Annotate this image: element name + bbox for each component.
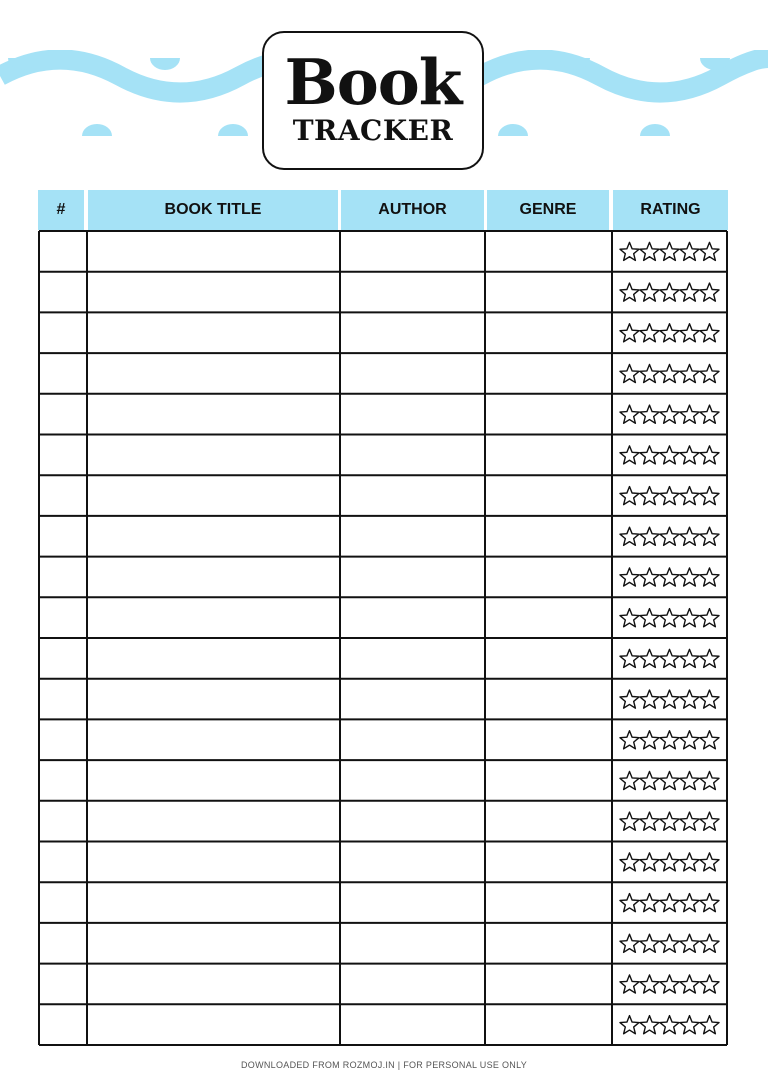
star-outline-icon[interactable] [700, 609, 719, 627]
star-outline-icon[interactable] [700, 364, 719, 382]
star-outline-icon[interactable] [680, 609, 699, 627]
star-outline-icon[interactable] [620, 812, 639, 830]
star-outline-icon[interactable] [660, 446, 679, 464]
star-outline-icon[interactable] [660, 853, 679, 871]
star-outline-icon[interactable] [680, 283, 699, 301]
star-outline-icon[interactable] [620, 690, 639, 708]
star-outline-icon[interactable] [700, 853, 719, 871]
star-outline-icon[interactable] [660, 405, 679, 423]
star-outline-icon[interactable] [660, 975, 679, 993]
star-outline-icon[interactable] [660, 609, 679, 627]
star-outline-icon[interactable] [680, 568, 699, 586]
star-outline-icon[interactable] [660, 242, 679, 260]
star-outline-icon[interactable] [680, 446, 699, 464]
page-subtitle: TRACKER [292, 114, 454, 147]
star-outline-icon[interactable] [700, 934, 719, 952]
star-outline-icon[interactable] [640, 649, 659, 667]
star-outline-icon[interactable] [620, 975, 639, 993]
star-outline-icon[interactable] [660, 283, 679, 301]
star-outline-icon[interactable] [660, 527, 679, 545]
column-header-genre: GENRE [487, 190, 609, 230]
star-outline-icon[interactable] [640, 405, 659, 423]
star-outline-icon[interactable] [680, 731, 699, 749]
star-outline-icon[interactable] [620, 487, 639, 505]
column-header-rating: RATING [613, 190, 728, 230]
star-outline-icon[interactable] [700, 405, 719, 423]
star-outline-icon[interactable] [680, 853, 699, 871]
rating-stars[interactable] [620, 649, 719, 667]
rating-stars[interactable] [620, 609, 719, 627]
star-outline-icon[interactable] [640, 690, 659, 708]
star-outline-icon[interactable] [660, 690, 679, 708]
star-outline-icon[interactable] [640, 242, 659, 260]
rating-stars[interactable] [620, 975, 719, 993]
star-outline-icon[interactable] [700, 1016, 719, 1034]
star-outline-icon[interactable] [640, 1016, 659, 1034]
rating-stars[interactable] [620, 446, 719, 464]
star-outline-icon[interactable] [680, 812, 699, 830]
star-outline-icon[interactable] [680, 934, 699, 952]
star-outline-icon[interactable] [700, 731, 719, 749]
star-outline-icon[interactable] [640, 812, 659, 830]
rating-stars[interactable] [620, 690, 719, 708]
column-header-number: # [38, 190, 84, 230]
rating-stars[interactable] [620, 527, 719, 545]
star-outline-icon[interactable] [620, 527, 639, 545]
rating-stars[interactable] [620, 324, 719, 342]
star-outline-icon[interactable] [700, 649, 719, 667]
star-outline-icon[interactable] [620, 364, 639, 382]
star-outline-icon[interactable] [640, 446, 659, 464]
star-outline-icon[interactable] [620, 853, 639, 871]
star-outline-icon[interactable] [680, 405, 699, 423]
star-outline-icon[interactable] [640, 771, 659, 789]
star-outline-icon[interactable] [680, 487, 699, 505]
rating-stars[interactable] [620, 731, 719, 749]
star-outline-icon[interactable] [640, 731, 659, 749]
rating-stars[interactable] [620, 487, 719, 505]
star-outline-icon[interactable] [680, 771, 699, 789]
star-outline-icon[interactable] [700, 487, 719, 505]
star-outline-icon[interactable] [680, 364, 699, 382]
rating-stars[interactable] [620, 364, 719, 382]
star-outline-icon[interactable] [620, 894, 639, 912]
star-outline-icon[interactable] [620, 1016, 639, 1034]
star-outline-icon[interactable] [660, 568, 679, 586]
star-outline-icon[interactable] [640, 934, 659, 952]
star-outline-icon[interactable] [700, 771, 719, 789]
star-outline-icon[interactable] [680, 527, 699, 545]
column-header-author: AUTHOR [341, 190, 484, 230]
star-outline-icon[interactable] [660, 771, 679, 789]
star-outline-icon[interactable] [620, 568, 639, 586]
rating-stars[interactable] [620, 894, 719, 912]
table-grid [38, 190, 728, 1046]
star-outline-icon[interactable] [620, 609, 639, 627]
star-outline-icon[interactable] [660, 812, 679, 830]
star-outline-icon[interactable] [660, 649, 679, 667]
star-outline-icon[interactable] [680, 894, 699, 912]
star-outline-icon[interactable] [640, 568, 659, 586]
star-outline-icon[interactable] [680, 324, 699, 342]
rating-stars[interactable] [620, 242, 719, 260]
star-outline-icon[interactable] [660, 894, 679, 912]
star-outline-icon[interactable] [700, 894, 719, 912]
star-outline-icon[interactable] [680, 242, 699, 260]
rating-stars[interactable] [620, 405, 719, 423]
star-outline-icon[interactable] [640, 364, 659, 382]
page-title: Book [284, 45, 462, 119]
star-outline-icon[interactable] [620, 446, 639, 464]
star-outline-icon[interactable] [620, 649, 639, 667]
star-outline-icon[interactable] [620, 934, 639, 952]
star-outline-icon[interactable] [620, 242, 639, 260]
rating-stars[interactable] [620, 853, 719, 871]
star-outline-icon[interactable] [660, 1016, 679, 1034]
star-outline-icon[interactable] [640, 324, 659, 342]
rating-stars[interactable] [620, 934, 719, 952]
star-outline-icon[interactable] [680, 1016, 699, 1034]
star-outline-icon[interactable] [700, 446, 719, 464]
column-header-book-title: BOOK TITLE [88, 190, 338, 230]
star-outline-icon[interactable] [620, 283, 639, 301]
rating-stars[interactable] [620, 1016, 719, 1034]
rating-stars[interactable] [620, 812, 719, 830]
star-outline-icon[interactable] [680, 690, 699, 708]
star-outline-icon[interactable] [680, 975, 699, 993]
title-box [262, 31, 484, 170]
star-outline-icon[interactable] [700, 568, 719, 586]
star-outline-icon[interactable] [660, 324, 679, 342]
star-outline-icon[interactable] [700, 690, 719, 708]
star-outline-icon[interactable] [700, 283, 719, 301]
star-outline-icon[interactable] [660, 487, 679, 505]
star-outline-icon[interactable] [660, 934, 679, 952]
star-outline-icon[interactable] [700, 242, 719, 260]
star-outline-icon[interactable] [620, 405, 639, 423]
star-outline-icon[interactable] [700, 812, 719, 830]
star-outline-icon[interactable] [620, 731, 639, 749]
rating-stars[interactable] [620, 283, 719, 301]
star-outline-icon[interactable] [620, 771, 639, 789]
star-outline-icon[interactable] [640, 609, 659, 627]
star-outline-icon[interactable] [640, 975, 659, 993]
book-tracker-table [38, 190, 728, 1046]
rating-stars[interactable] [620, 568, 719, 586]
star-outline-icon[interactable] [700, 527, 719, 545]
star-outline-icon[interactable] [640, 283, 659, 301]
rating-stars[interactable] [620, 771, 719, 789]
star-outline-icon[interactable] [700, 324, 719, 342]
star-outline-icon[interactable] [640, 853, 659, 871]
star-outline-icon[interactable] [640, 527, 659, 545]
star-outline-icon[interactable] [680, 649, 699, 667]
footer-note: DOWNLOADED FROM ROZMOJ.IN | FOR PERSONAL USE ONLY [240, 1060, 528, 1070]
star-outline-icon[interactable] [640, 894, 659, 912]
star-outline-icon[interactable] [660, 364, 679, 382]
star-outline-icon[interactable] [700, 975, 719, 993]
star-outline-icon[interactable] [620, 324, 639, 342]
star-outline-icon[interactable] [640, 487, 659, 505]
star-outline-icon[interactable] [660, 731, 679, 749]
